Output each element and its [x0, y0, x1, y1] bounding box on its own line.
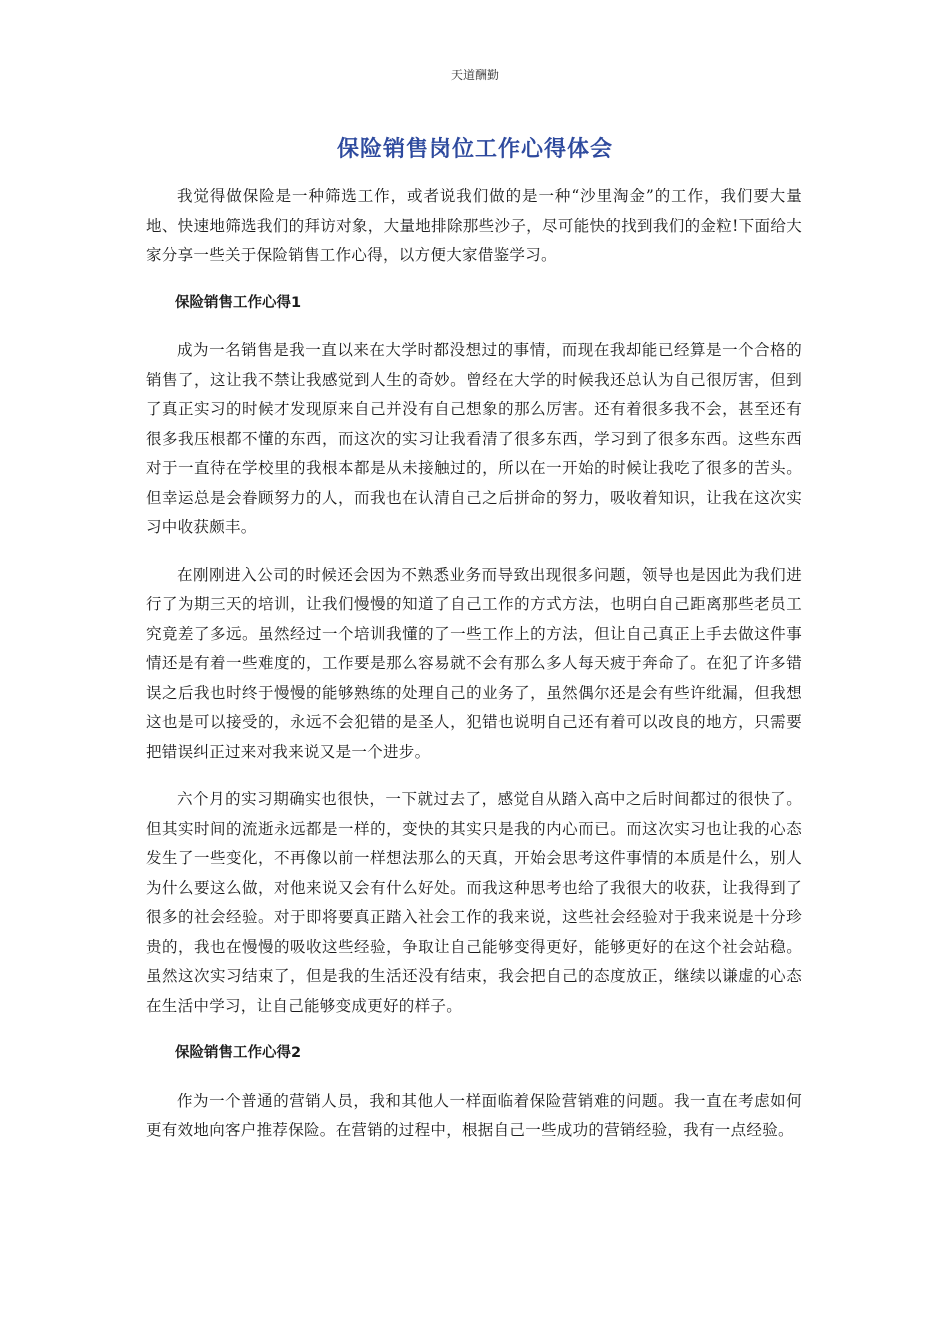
section-1-paragraph-3: 六个月的实习期确实也很快，一下就过去了，感觉自从踏入高中之后时间都过的很快了。但其实时间的流逝永远都是一样的，变快的其实只是我的内心而已。而这次实习也让我的心态发生了一些变化，不再像以前一样想法那么的天真，开始会思考这件事情的本质是什么，别人为什么要这么做，对他来说又会有什么好处。而我这种思考也给了我很大的收获，让我得到了很多的社会经验。对于即将要真正踏入社会工作的我来说，这些社会经验对于我来说是十分珍贵的，我也在慢慢的吸收这些经验，争取让自己能够变得更好，能够更好的在这个社会站稳。虽然这次实习结束了，但是我的生活还没有结束，我会把自己的态度放正，继续以谦虚的心态在生活中学习，让自己能够变成更好的样子。: [146, 790, 802, 1015]
section-1-paragraph-1: 成为一名销售是我一直以来在大学时都没想过的事情，而现在我却能已经算是一个合格的销售了，这让我不禁让我感觉到人生的奇妙。曾经在大学的时候我还总认为自己很厉害，但到了真正实习的时候才发现原来自己并没有自己想象的那么厉害。还有着很多我不会，甚至还有很多我压根都不懂的东西，而这次的实习让我看清了很多东西，学习到了很多东西。这些东西对于一直待在学校里的我根本都是从未接触过的，所以在一开始的时候让我吃了很多的苦头。但幸运总是会眷顾努力的人，而我也在认清自己之后拼命的努力，吸收着知识，让我在这次实习中收获颇丰。: [146, 341, 802, 536]
document-body: [146, 182, 802, 1164]
section-heading-1: 保险销售工作心得1: [175, 294, 302, 311]
document-title: 保险销售岗位工作心得体会: [336, 137, 613, 162]
section-heading-2: 保险销售工作心得2: [175, 1045, 302, 1061]
page-header: 天道酬勤: [450, 68, 499, 82]
section-1-paragraph-2: 在刚刚进入公司的时候还会因为不熟悉业务而导致出现很多问题，领导也是因此为我们进行了为期三天的培训，让我们慢慢的知道了自己工作的方式方法，也明白自己距离那些老员工究竟差了多远。虽然经过一个培训我懂的了一些工作上的方法，但让自己真正上手去做这件事情还是有着一些难度的，工作要是那么容易就不会有那么多人每天疲于奔命了。在犯了许多错误之后我也时终于慢慢的能够熟练的处理自己的业务了，虽然偶尔还是会有些许纰漏，但我想这也是可以接受的，永远不会犯错的是圣人，犯错也说明自己还有着可以改良的地方，只需要把错误纠正过来对我来说又是一个进步。: [146, 565, 802, 761]
section-2-paragraph-1: 作为一个普通的营销人员，我和其他人一样面临着保险营销难的问题。我一直在考虑如何更有效地向客户推荐保险。在营销的过程中，根据自己一些成功的营销经验，我有一点经验。: [146, 1091, 802, 1139]
intro-paragraph: 我觉得做保险是一种筛选工作，或者说我们做的是一种“沙里淘金”的工作，我们要大量地、快速地筛选我们的拜访对象，大量地排除那些沙子，尽可能快的找到我们的金粒!下面给大家分享一些关于保险销售工作心得，以方便大家借鉴学习。: [146, 187, 802, 264]
